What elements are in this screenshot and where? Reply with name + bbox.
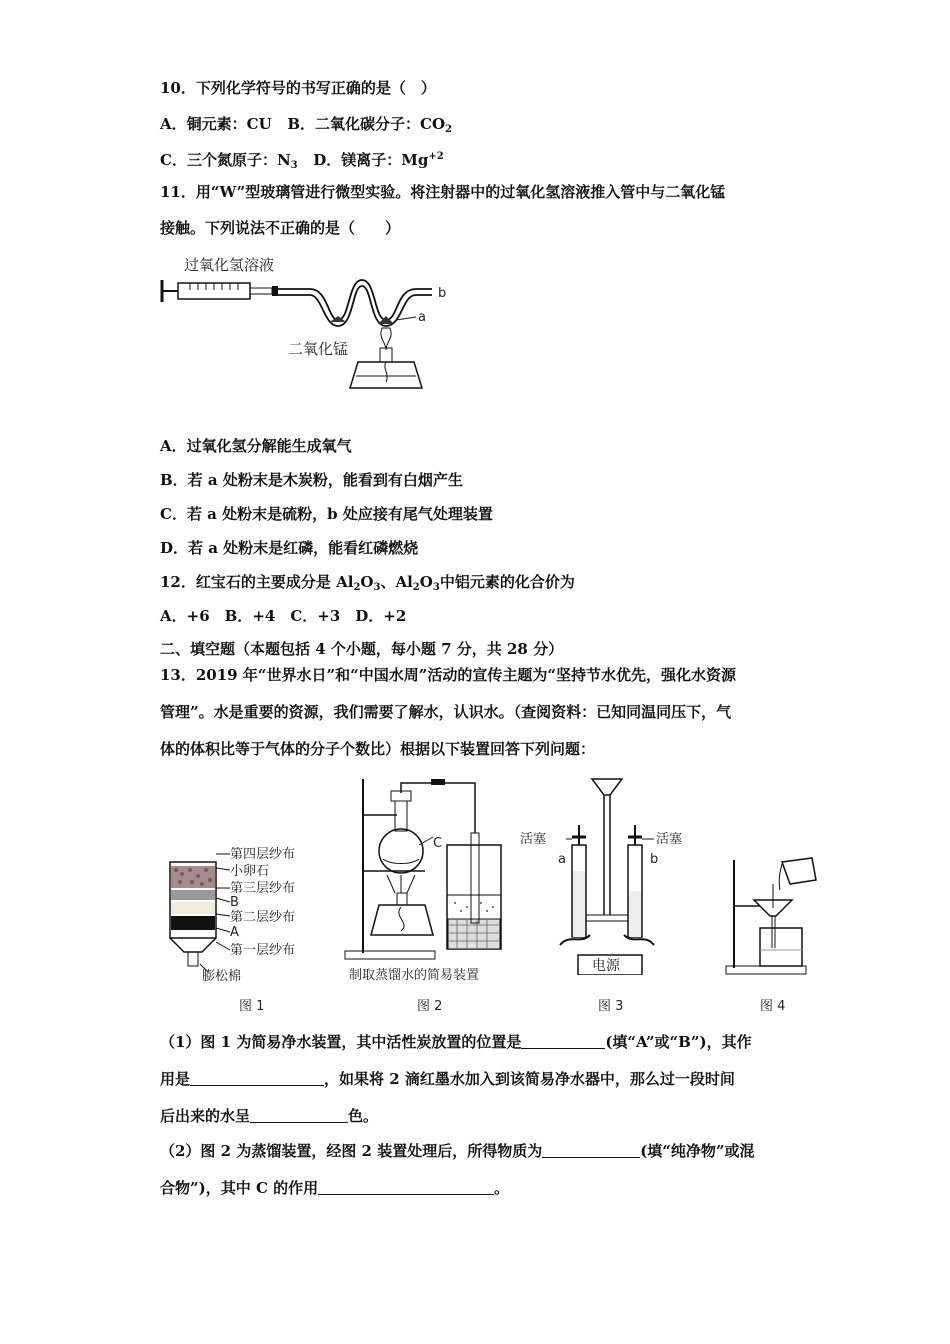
q13-part2-text-c: 合物”)，其中 C 的作用: [160, 1179, 319, 1197]
q13-part1-line2: [160, 1069, 735, 1089]
q13-part1-text-f: 色。: [348, 1107, 379, 1125]
q13-part2-blank2[interactable]: [318, 1180, 494, 1195]
q13-part1-blank2[interactable]: [190, 1071, 324, 1086]
q13-part1-text-d: ，如果将 2 滴红墨水加入到该简易净水器中，那么过一段时间: [324, 1070, 735, 1088]
q11-label-mno2: 二氧化锰: [288, 340, 349, 358]
q13-part2-text-a: （2）图 2 为蒸馏装置，经图 2 装置处理后，所得物质为: [160, 1142, 543, 1160]
q10-stem: 10．下列化学符号的书写正确的是（ ）: [160, 79, 436, 97]
q13-part1-line3: [160, 1106, 378, 1126]
q13-part1-text-a: （1）图 1 为简易净水装置，其中活性炭放置的位置是: [160, 1033, 522, 1051]
fig1-layer4: 第四层纱布: [230, 847, 296, 862]
fig3-label-b: b: [650, 852, 659, 867]
q11-option-a: A．过氧化氢分解能生成氧气: [160, 437, 352, 455]
q10-option-b: [287, 115, 452, 133]
fig3-stopcock-right: 活塞: [656, 832, 683, 847]
fig1-layer3: 第三层纱布: [230, 881, 296, 896]
q12-mid: 、Al: [380, 573, 413, 591]
fig1-caption: 图 1: [239, 999, 265, 1014]
fig1-cotton: 膨松棉: [202, 969, 242, 984]
q11-option-d: D．若 a 处粉末是红磷，能看红磷燃烧: [160, 539, 419, 557]
fig2-label-c: C: [433, 836, 443, 851]
q13-figure2: [335, 775, 515, 987]
q13-part2-blank1[interactable]: [542, 1143, 640, 1158]
q12-sub-2b: 2: [412, 582, 420, 593]
q13-line3: 体的体积比等于气体的分子个数比）根据以下装置回答下列问题：: [160, 740, 596, 758]
q10-options-cd: [160, 147, 444, 176]
q10-option-c-text: C．三个氮原子：N: [160, 151, 291, 169]
q10-option-c: [160, 151, 298, 169]
q13-part1-line1: [160, 1032, 752, 1052]
q10-option-d: [313, 151, 443, 169]
fig3-stopcock-left: 活塞: [520, 832, 547, 847]
q12-options: A．+6 B．+4 C．+3 D．+2: [160, 607, 407, 625]
q11-stem-line2: 接触。下列说法不正确的是（ ）: [160, 219, 401, 237]
q12-sub-2a: 2: [353, 582, 361, 593]
fig1-layer2: 第二层纱布: [230, 910, 296, 925]
section2-title: 二、填空题（本题包括 4 个小题，每小题 7 分，共 28 分）: [160, 640, 564, 658]
q13-line1: 13．2019 年“世界水日”和“中国水周”活动的宣传主题为“坚持节水优先，强化水资源: [160, 666, 736, 684]
fig2-caption: 图 2: [417, 999, 443, 1014]
q12-stem: [160, 572, 575, 598]
q10-option-c-sub: 3: [290, 160, 298, 171]
fig1-label-a: A: [230, 925, 239, 940]
q13-part2-line2: [160, 1178, 509, 1198]
q13-figure3: [520, 775, 700, 975]
q13-figure4: [720, 850, 820, 980]
fig3-label-a: a: [558, 852, 566, 867]
q13-part2-text-b: (填“纯净物”或混: [640, 1142, 755, 1160]
fig1-label-b: B: [230, 895, 239, 910]
q11-label-b: b: [438, 286, 447, 301]
q13-part2-line1: [160, 1141, 755, 1161]
q10-option-b-text: B．二氧化碳分子：CO: [287, 115, 446, 133]
q12-stem-post: 中铝元素的化合价为: [439, 573, 575, 591]
q11-stem-line1: 11．用“W”型玻璃管进行微型实验。将注射器中的过氧化氢溶液推入管中与二氧化锰: [160, 183, 726, 201]
fig1-pebble: 小卵石: [230, 864, 270, 879]
q12-sub-3a: 3: [373, 582, 381, 593]
q13-figure1: [160, 840, 310, 985]
q10-option-a: A．铜元素：CU: [160, 115, 272, 133]
q11-label-a: a: [418, 310, 426, 325]
q12-o-a: O: [360, 573, 374, 591]
fig4-caption: 图 4: [760, 999, 786, 1014]
q13-part1-blank1[interactable]: [521, 1034, 605, 1049]
q11-label-h2o2: 过氧化氢溶液: [184, 256, 275, 274]
fig3-caption: 图 3: [598, 999, 624, 1014]
q11-option-b: B．若 a 处粉末是木炭粉，能看到有白烟产生: [160, 471, 463, 489]
q10-options-ab: [160, 114, 452, 140]
q13-part1-blank3[interactable]: [250, 1108, 348, 1123]
q13-line2: 管理”。水是重要的资源，我们需要了解水，认识水。（查阅资料：已知同温同压下，气: [160, 703, 732, 721]
q10-option-b-sub: 2: [445, 124, 452, 135]
q11-w-tube-figure: [160, 250, 460, 400]
q12-stem-pre: 12．红宝石的主要成分是 Al: [160, 573, 354, 591]
fig3-power: 电源: [592, 958, 620, 974]
q13-part2-text-d: 。: [494, 1179, 510, 1197]
q11-option-c: C．若 a 处粉末是硫粉，b 处应接有尾气处理装置: [160, 505, 493, 523]
q10-option-d-text: D．镁离子：Mg: [313, 151, 429, 169]
q13-part1-text-c: 用是: [160, 1070, 191, 1088]
q13-part1-text-b: (填“A”或“B”)，其作: [605, 1033, 752, 1051]
q13-part1-text-e: 后出来的水呈: [160, 1107, 251, 1125]
q12-sub-3b: 3: [432, 582, 440, 593]
q12-o-b: O: [419, 573, 433, 591]
fig1-layer1: 第一层纱布: [230, 943, 296, 958]
q10-option-d-sup: +2: [428, 151, 444, 162]
fig2-title: 制取蒸馏水的简易装置: [349, 968, 480, 983]
